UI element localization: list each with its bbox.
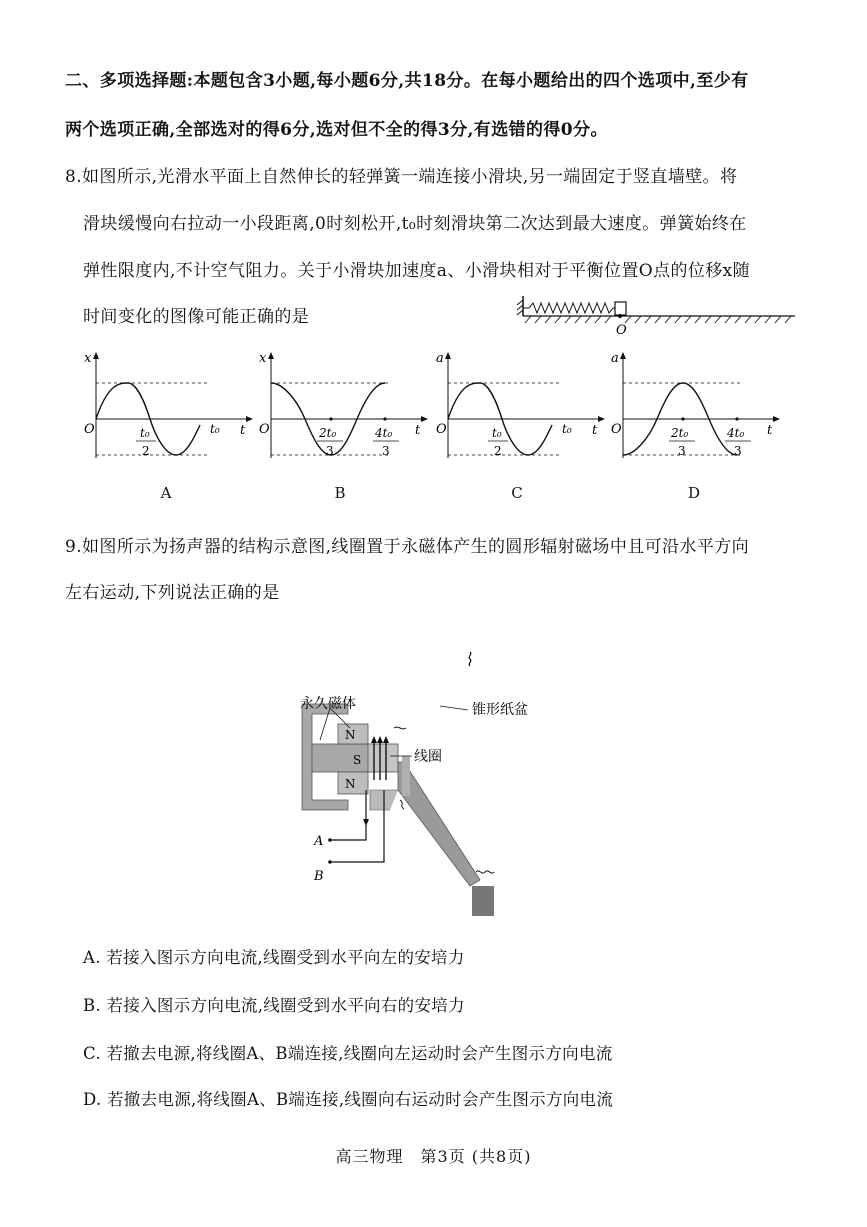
section-instruction-line2: 两个选项正确,全部选对的得6分,选对但不全的得3分,有选错的得0分。 [65,120,608,140]
label-s: S [353,753,362,767]
graph-b-tick1-den: 3 [326,444,334,458]
magnet-core [312,744,370,772]
graphs-row [0,350,867,500]
graph-c-caption: C [511,484,523,502]
speaker-diagram [290,640,550,920]
graph-a-tick1-num: t₀ [140,426,150,440]
graph-d-caption: D [687,484,701,502]
label-n-bottom: N [345,777,356,791]
cone [398,762,480,886]
label-n-top: N [345,728,356,742]
q8-text-line3: 弹性限度内,不计空气阻力。关于小滑块加速度a、小滑块相对于平衡位置O点的位移x随 [83,261,751,281]
graph-c [430,350,610,465]
graph-a-caption: A [160,484,172,502]
graph-a-tick1-den: 2 [142,444,150,458]
graph-b-t-label: t [415,423,421,438]
graph-c-tick1-den: 2 [494,444,502,458]
graph-c-tick1-num: t₀ [492,426,502,440]
graph-b [253,350,433,465]
graph-a-tick2: t₀ [210,422,220,436]
label-terminal-b: B [314,869,324,884]
q8-text-line4: 时间变化的图像可能正确的是 [83,307,310,327]
graph-a [78,350,258,465]
cone-rim [472,886,494,916]
graph-b-yaxis-label: x [259,351,267,366]
graph-a-t-label: t [240,423,246,438]
graph-d [605,350,785,465]
label-cone: 锥形纸盆 [472,702,528,718]
graph-b-caption: B [334,484,346,502]
coil-former [368,744,398,772]
q9-option-c[interactable]: C. 若撤去电源,将线圈A、B端连接,线圈向左运动时会产生图示方向电流 [83,1044,613,1063]
graph-d-tick2-den: 3 [734,444,742,458]
q9-text-line2: 左右运动,下列说法正确的是 [65,583,280,603]
graph-c-tick2: t₀ [562,422,572,436]
graph-a-origin: O [84,422,95,437]
graph-b-tick2-den: 3 [382,444,390,458]
q9-text-line1: 9.如图所示为扬声器的结构示意图,线圈置于永磁体产生的圆形辐射磁场中且可沿水平方向 [65,537,750,557]
graph-d-tick1-num: 2t₀ [671,426,689,440]
q9-option-a[interactable]: A. 若接入图示方向电流,线圈受到水平向左的安培力 [83,948,465,967]
graph-d-origin: O [611,422,622,437]
graph-c-yaxis-label: a [436,351,444,366]
q9-option-d[interactable]: D. 若撤去电源,将线圈A、B端连接,线圈向右运动时会产生图示方向电流 [83,1090,614,1109]
page-footer: 高三物理 第3页 (共8页) [335,1147,532,1166]
graph-b-origin: O [259,422,270,437]
slider-block [615,302,626,315]
graph-d-yaxis-label: a [611,351,619,366]
label-permanent-magnet: 永久磁体 [300,696,356,712]
graph-d-t-label: t [767,423,773,438]
graph-c-origin: O [436,422,447,437]
q9-option-b[interactable]: B. 若接入图示方向电流,线圈受到水平向右的安培力 [83,996,465,1015]
spring-block-figure [515,292,800,337]
section-instruction-line1: 二、多项选择题:本题包含3小题,每小题6分,共18分。在每小题给出的四个选项中,至少有 [65,71,749,91]
label-terminal-a: A [314,834,324,849]
graph-d-tick1-den: 3 [678,444,686,458]
graph-b-tick2-num: 4t₀ [375,426,393,440]
graph-b-tick1-num: 2t₀ [319,426,337,440]
spring-origin-label: O [616,323,627,337]
graph-d-tick2-num: 4t₀ [727,426,745,440]
spring [523,303,615,313]
q8-text-line1: 8.如图所示,光滑水平面上自然伸长的轻弹簧一端连接小滑块,另一端固定于竖直墙壁。将 [65,167,738,187]
q8-text-line2: 滑块缓慢向右拉动一小段距离,0时刻松开,t₀时刻滑块第二次达到最大速度。弹簧始终在 [83,214,747,234]
label-coil: 线圈 [414,749,442,765]
graph-a-yaxis-label: x [84,351,92,366]
graph-c-t-label: t [592,423,598,438]
